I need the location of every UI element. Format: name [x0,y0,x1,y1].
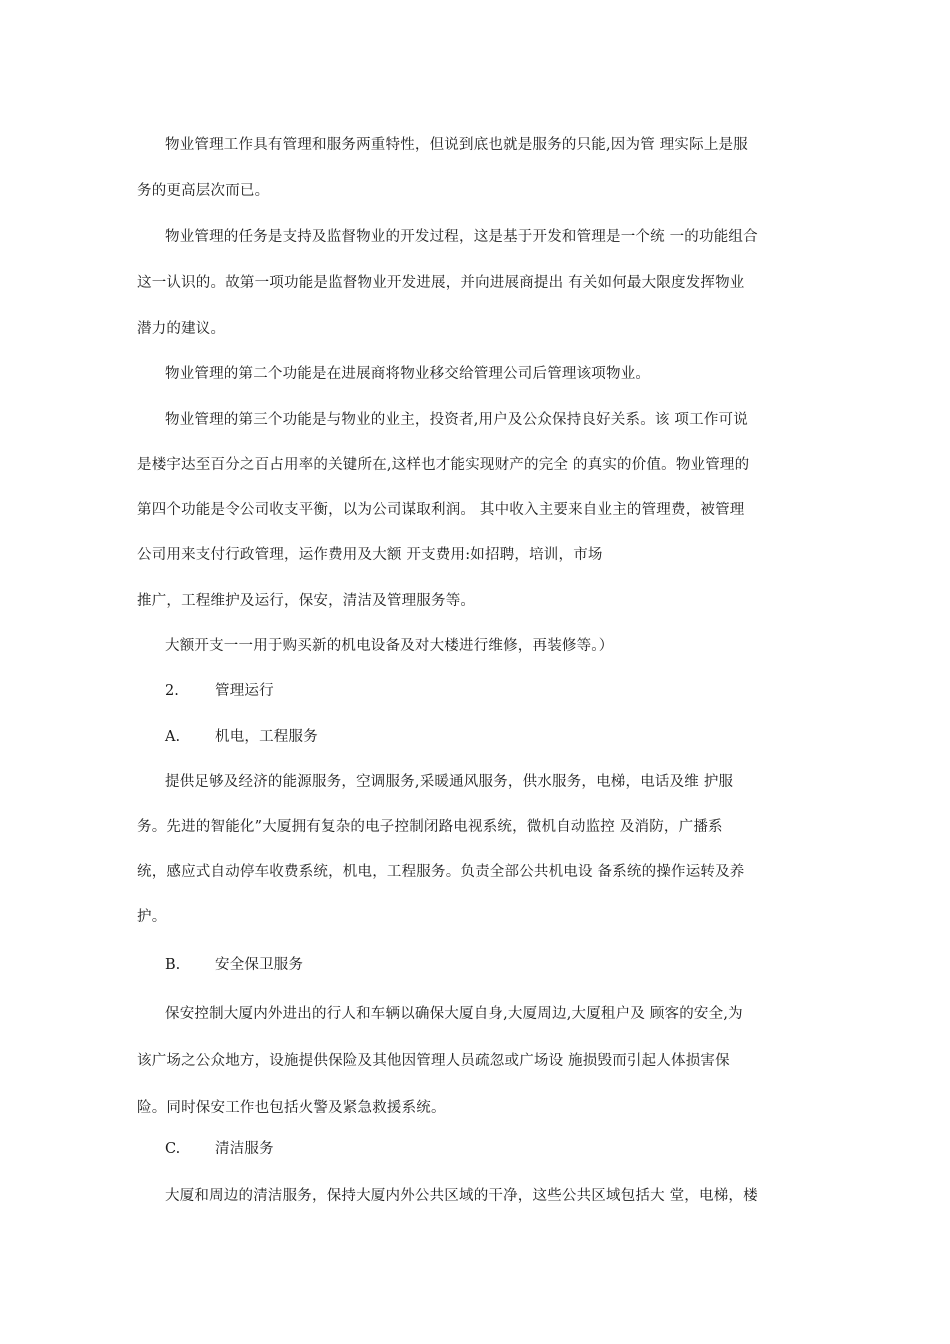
subsection-letter: A. [165,729,181,745]
paragraph-line: 物业管理的第二个功能是在进展商将物业移交给管理公司后管理该项物业。 [165,366,651,382]
paragraph-line: 务的更高层次而已。 [137,183,270,199]
section-title: 管理运行 [215,683,274,699]
paragraph-line: 大额开支一一用于购买新的机电设备及对大楼进行维修，再装修等。） [165,638,614,654]
subsection-letter: B. [165,957,181,973]
paragraph-line: 统，感应式自动停车收费系统，机电，工程服务。负责全部公共机电设 备系统的操作运转及养 [137,864,745,880]
paragraph-line: 保安控制大厦内外进出的行人和车辆以确保大厦自身,大厦周边,大厦租户及 顾客的安全,为 [165,1006,743,1022]
paragraph-line: 推广，工程维护及运行，保安，清洁及管理服务等。 [137,593,476,609]
paragraph-line: 大厦和周边的清洁服务，保持大厦内外公共区域的干净，这些公共区域包括大 堂，电梯，楼 [165,1188,758,1204]
subsection-letter: C. [165,1141,181,1157]
paragraph-line: 提供足够及经济的能源服务，空调服务,采暖通风服务，供水服务，电梯，电话及维 护服 [165,774,734,790]
paragraph-line: 险。同时保安工作也包括火警及紧急救援系统。 [137,1100,446,1116]
paragraph-line: 是楼宇达至百分之百占用率的关键所在,这样也才能实现财产的完全 的真实的价值。物业管理的 [137,457,750,473]
paragraph-line: 护。 [137,909,167,925]
subsection-title: 清洁服务 [215,1141,274,1157]
paragraph-line: 物业管理的任务是支持及监督物业的开发过程，这是基于开发和管理是一个统 一的功能组合 [165,229,758,245]
paragraph-line: 该广场之公众地方，设施提供保险及其他因管理人员疏忽或广场设 施损毁而引起人体损害保 [137,1053,730,1069]
paragraph-line: 这一认识的。故第一项功能是监督物业开发进展，并向进展商提出 有关如何最大限度发挥物业 [137,275,745,291]
paragraph-line: 第四个功能是令公司收支平衡，以为公司谋取利润。 其中收入主要来自业主的管理费，被管理 [137,502,745,518]
paragraph-line: 物业管理工作具有管理和服务两重特性，但说到底也就是服务的只能,因为管 理实际上是服 [165,137,748,153]
paragraph-line: 公司用来支付行政管理，运作费用及大额 开支费用:如招聘，培训，市场 [137,547,603,563]
paragraph-line: 潜力的建议。 [137,321,226,337]
paragraph-line: 物业管理的第三个功能是与物业的业主，投资者,用户及公众保持良好关系。该 项工作可说 [165,412,748,428]
subsection-title: 安全保卫服务 [215,957,304,973]
subsection-title: 机电，工程服务 [215,729,318,745]
paragraph-line: 务。先进的智能化”大厦拥有复杂的电子控制闭路电视系统，微机自动监控 及消防，广播系 [137,819,723,835]
section-number: 2. [165,683,179,699]
